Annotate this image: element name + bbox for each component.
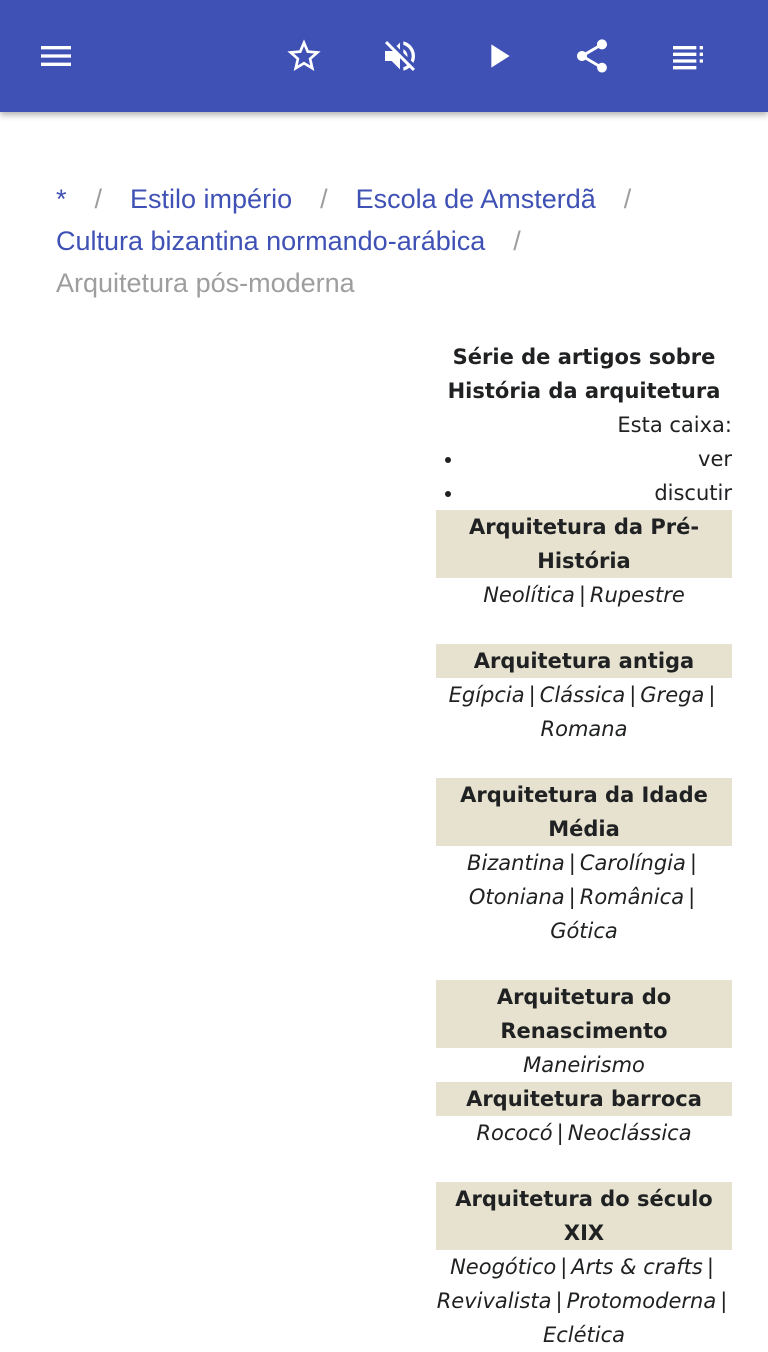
link-rupestre[interactable]: Rupestre	[589, 583, 685, 607]
share-icon[interactable]	[568, 32, 616, 80]
section-items-seculo-xix: Neogótico | Arts & crafts | Revivalista | Protomoderna | Eclética	[436, 1255, 728, 1347]
link-gotica[interactable]: Gótica	[550, 919, 618, 943]
link-egipcia[interactable]: Egípcia	[448, 683, 525, 707]
navbox-architecture-history	[436, 340, 732, 1352]
link-ecletica[interactable]: Eclética	[542, 1323, 626, 1347]
section-heading-antiga: Arquitetura antiga	[436, 644, 732, 678]
navbox-link-discutir[interactable]: • discutir	[464, 476, 732, 510]
navbox-box-links	[436, 442, 732, 510]
section-heading-prehistoria: Arquitetura da Pré-História	[436, 510, 732, 578]
section-items-antiga: Egípcia | Clássica | Grega | Romana	[448, 683, 716, 741]
link-neogotico[interactable]: Neogótico	[450, 1255, 557, 1279]
navbox-title-line2: História da arquitetura	[447, 379, 721, 403]
section-items-barroca: Rococó | Neoclássica	[476, 1121, 692, 1145]
breadcrumb-item-home[interactable]: *	[56, 184, 67, 214]
section-heading-seculo-xix: Arquitetura do século XIX	[436, 1182, 732, 1250]
volume-off-icon[interactable]	[376, 32, 424, 80]
breadcrumb-current: Arquitetura pós-moderna	[56, 268, 355, 298]
link-revivalista[interactable]: Revivalista	[436, 1289, 552, 1313]
breadcrumb-separator: /	[623, 184, 632, 214]
breadcrumb-separator: /	[94, 184, 103, 214]
link-neolitica[interactable]: Neolítica	[483, 583, 575, 607]
section-heading-idade-media: Arquitetura da Idade Média	[436, 778, 732, 846]
playlist-icon[interactable]	[664, 32, 712, 80]
breadcrumb-item-cultura-bizantina[interactable]: Cultura bizantina normando-arábica	[56, 226, 486, 256]
link-neoclassica[interactable]: Neoclássica	[567, 1121, 692, 1145]
breadcrumb-item-estilo-imperio[interactable]: Estilo império	[130, 184, 293, 214]
link-maneirismo[interactable]: Maneirismo	[523, 1053, 645, 1077]
link-rococo[interactable]: Rococó	[476, 1121, 553, 1145]
link-carolingia[interactable]: Carolíngia	[579, 851, 686, 875]
link-classica[interactable]: Clássica	[539, 683, 626, 707]
section-items-idade-media: Bizantina | Carolíngia | Otoniana | Românica | Gótica	[467, 851, 697, 943]
section-heading-barroca: Arquitetura barroca	[436, 1082, 732, 1116]
breadcrumb-item-escola-amsterda[interactable]: Escola de Amsterdã	[355, 184, 596, 214]
play-icon[interactable]	[474, 32, 522, 80]
link-otoniana[interactable]: Otoniana	[468, 885, 565, 909]
breadcrumb	[56, 178, 736, 304]
navbox-title-line1: Série de artigos sobre	[452, 345, 716, 369]
star-icon[interactable]	[280, 32, 328, 80]
section-heading-renascimento: Arquitetura do Renascimento	[436, 980, 732, 1048]
navbox-box-label: Esta caixa:	[617, 413, 732, 437]
breadcrumb-separator: /	[320, 184, 328, 214]
link-protomoderna[interactable]: Protomoderna	[566, 1289, 717, 1313]
section-items-prehistoria: Neolítica | Rupestre	[483, 583, 685, 607]
app-toolbar	[0, 0, 768, 112]
menu-icon[interactable]	[32, 32, 80, 80]
navbox-link-ver[interactable]: • ver	[464, 442, 732, 476]
link-bizantina[interactable]: Bizantina	[467, 851, 565, 875]
link-arts-crafts[interactable]: Arts & crafts	[571, 1255, 703, 1279]
link-grega[interactable]: Grega	[640, 683, 705, 707]
link-romanica[interactable]: Românica	[579, 885, 685, 909]
breadcrumb-separator: /	[513, 226, 521, 256]
section-items-renascimento	[436, 1048, 732, 1082]
link-romana[interactable]: Romana	[540, 717, 628, 741]
